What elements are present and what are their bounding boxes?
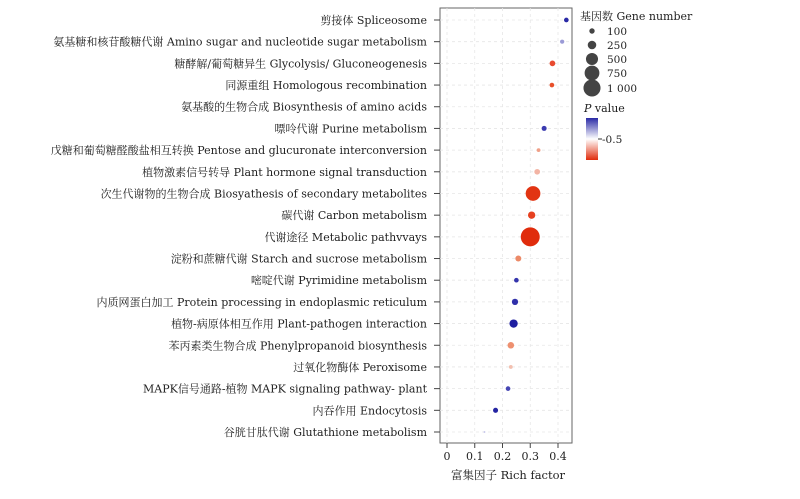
pathway-label: 戊糖和葡萄糖醛酸盐相互转换 Pentose and glucuronate interconversion bbox=[50, 144, 427, 158]
pathway-label: 次生代谢物的生物合成 Biosyathesis of secondary metabolites bbox=[100, 187, 427, 201]
pathway-label: MAPK信号通路-植物 MAPK signaling pathway- plant bbox=[143, 382, 427, 396]
color-scale-tick-label: -0.5 bbox=[602, 134, 623, 146]
x-tick-label: 0.3 bbox=[521, 450, 539, 463]
pathway-label: 剪接体 Spliceosome bbox=[320, 14, 427, 27]
data-point-bubble bbox=[560, 40, 564, 44]
data-point-bubble bbox=[550, 83, 555, 88]
color-legend-title-p: P bbox=[584, 102, 592, 115]
size-legend bbox=[580, 9, 693, 97]
size-legend-title: 基因数 Gene number bbox=[580, 10, 693, 23]
size-legend-label: 100 bbox=[607, 26, 628, 38]
data-point-bubble bbox=[526, 186, 541, 201]
data-point-bubble bbox=[509, 365, 513, 369]
data-point-bubble bbox=[493, 408, 498, 413]
pathway-label: 代谢途径 Metabolic pathvvays bbox=[264, 230, 427, 244]
data-point-bubble bbox=[509, 319, 517, 327]
data-point-bubble bbox=[506, 386, 511, 391]
data-point-bubble bbox=[542, 126, 547, 131]
pathway-label: 氨基糖和核苷酸糖代谢 Amino sugar and nucleotide sugar metabolism bbox=[53, 35, 427, 49]
pathway-label: 碳代谢 Carbon metabolism bbox=[281, 209, 427, 223]
data-point-bubble bbox=[514, 278, 519, 283]
pathway-label: 内质网蛋白加工 Protein processing in endoplasmic reticulum bbox=[96, 295, 427, 309]
color-legend-title-value: value bbox=[591, 102, 625, 115]
size-legend-bubble bbox=[583, 79, 600, 96]
pathway-labels bbox=[51, 13, 440, 439]
x-tick-label: 0.2 bbox=[493, 450, 512, 463]
plot-panel bbox=[440, 8, 572, 443]
pathway-label: 氨基酸的生物合成 Biosynthesis of amino acids bbox=[181, 100, 427, 114]
data-point-bubble bbox=[515, 256, 521, 262]
size-legend-label: 250 bbox=[607, 40, 628, 52]
pathway-label: 淀粉和蔗糖代谢 Starch and sucrose metabolism bbox=[170, 252, 427, 266]
color-legend bbox=[583, 102, 625, 160]
pathway-label: 植物激素信号转导 Plant hormone signal transduction bbox=[142, 165, 427, 179]
size-legend-bubble bbox=[589, 28, 594, 33]
pathway-label: 嘧啶代谢 Pyrimidine metabolism bbox=[250, 274, 427, 288]
pathway-label: 过氧化物酶体 Peroxisome bbox=[293, 360, 427, 374]
size-legend-label: 750 bbox=[607, 68, 628, 80]
x-axis-title: 富集因子 Rich factor bbox=[450, 468, 566, 482]
data-point-bubble bbox=[508, 342, 515, 349]
size-legend-bubble bbox=[585, 66, 600, 81]
data-point-bubble bbox=[521, 227, 540, 246]
size-legend-label: 1 000 bbox=[607, 83, 638, 95]
size-legend-bubble bbox=[586, 53, 598, 65]
size-legend-label: 500 bbox=[607, 54, 628, 66]
x-tick-label: 0.1 bbox=[466, 450, 484, 463]
x-tick-label: 0 bbox=[443, 450, 451, 463]
pathway-label: 植物-病原体相互作用 Plant-pathogen interaction bbox=[171, 317, 427, 331]
data-point-bubble bbox=[534, 169, 540, 175]
pathway-label: 糖酵解/葡萄糖异生 Glycolysis/ Gluconeogenesis bbox=[174, 57, 427, 71]
data-point-bubble bbox=[564, 18, 569, 23]
data-point-bubble bbox=[512, 299, 518, 305]
data-point-bubble bbox=[557, 106, 558, 107]
pathway-label: 嘌呤代谢 Purine metabolism bbox=[274, 122, 427, 136]
color-scale-bar bbox=[586, 118, 598, 160]
pathway-label: 内吞作用 Endocytosis bbox=[312, 404, 427, 418]
size-legend-bubble bbox=[588, 41, 597, 50]
data-point-bubble bbox=[550, 61, 556, 67]
pathway-label: 苯丙素类生物合成 Phenylpropanoid biosynthesis bbox=[168, 339, 427, 353]
x-axis bbox=[444, 443, 567, 463]
data-point-bubble bbox=[484, 431, 486, 433]
x-tick-label: 0.4 bbox=[549, 450, 567, 463]
pathway-label: 同源重组 Homologous recombination bbox=[225, 79, 427, 93]
data-point-bubble bbox=[528, 211, 535, 218]
color-legend-title bbox=[583, 102, 625, 115]
pathway-label: 谷胱甘肽代谢 Glutathione metabolism bbox=[223, 426, 427, 439]
data-point-bubble bbox=[537, 148, 541, 152]
